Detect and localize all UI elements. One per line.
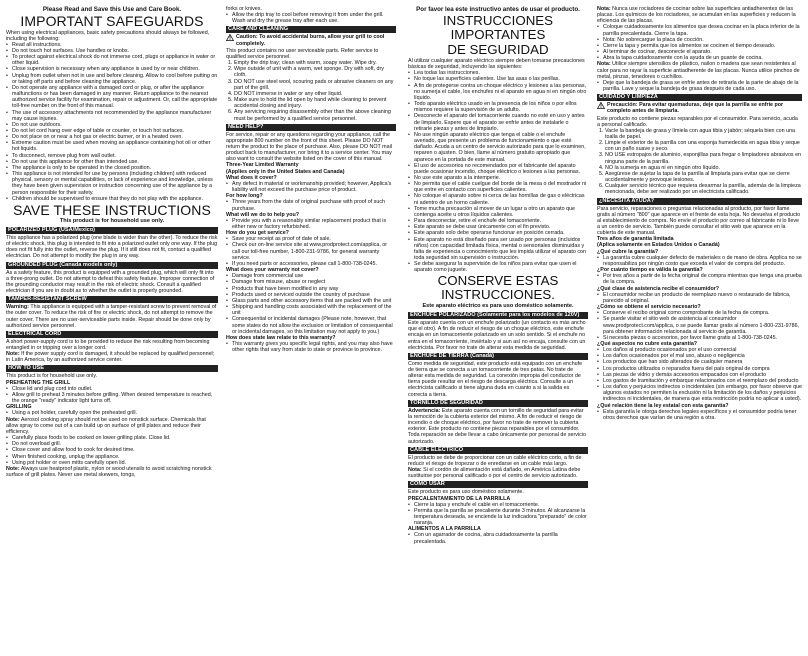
garantia-answer bbox=[597, 292, 802, 304]
section-header-enchufe-polarizado: ENCHUFE POLARIZADO (Solamente para los modelos de 120V) bbox=[408, 312, 588, 319]
section-header-tornillo: TORNILLO DE SEGURIDAD bbox=[408, 400, 588, 407]
safeguards-list bbox=[6, 42, 218, 202]
section-header-polarized-plug: POLARIZED PLUG (USA/Mexico) bbox=[6, 227, 218, 234]
continued-list bbox=[226, 12, 396, 24]
list-item: • No coloque el aparato sobre ni cerca de las hornillas de gas o eléctricas ni adentro de un horno caliente. bbox=[408, 193, 588, 205]
list-item: • Este aparato no está diseñado para ser usado por personas (incluidos niños) con capacidad limitada física, mental o sensoriales disminuidas y falta de experiencia o conocimiento que les impida utilizar el aparato con toda seguridad sin supervisión o instrucción. bbox=[408, 237, 588, 262]
household-use-note: This product is for household use only. bbox=[59, 218, 165, 225]
list-item: • Do not use this appliance for other than intended use. bbox=[6, 159, 218, 165]
cuidado-intro: Este producto no contiene piezas reparables por el consumidor. Para servicio, acuda a personal calificado. bbox=[597, 115, 798, 128]
ayuda-text: Para servicio, reparaciones o preguntas relacionadas al producto, por favor llame gratis al número "800" que aparece en el frente de esta hoja. No devuelva el producto al establecimiento de compra. No envíe el producto por correo al fabricante ni lo lleve a un centro de servicio. También puede consultar el sitio web que aparece en la cubierta de este manual. bbox=[597, 205, 801, 237]
list-item: • Extreme caution must be used when moving an appliance containing hot oil or other hot liquids. bbox=[6, 140, 218, 152]
warning-label: Warning: bbox=[6, 304, 29, 311]
list-item: • Se debe asegurar la supervisión de los niños para evitar que usen el aparato como juguete. bbox=[408, 261, 588, 273]
list-item: 4. NO la sumerja en agua ni en ningún otro líquido. bbox=[605, 165, 802, 171]
pre-title: Por favor lea este instructivo antes de usar el producto. bbox=[416, 6, 580, 13]
utensilios-note bbox=[597, 61, 802, 79]
cocinar-list bbox=[597, 24, 802, 61]
garantia-answer bbox=[597, 273, 802, 285]
garantia-subtitle: (Aplica solamente en Estados Unidos o Canadá) bbox=[597, 242, 720, 249]
list-item: • Do not let cord hang over edge of table or counter, or touch hot surfaces. bbox=[6, 128, 218, 134]
list-item: • Children should be supervised to ensure that they do not play with the appliance. bbox=[6, 196, 218, 202]
garantia-answer bbox=[597, 310, 802, 341]
pre-title: Please Read and Save this Use and Care Book. bbox=[42, 6, 182, 13]
list-item: • Para desconectar, retire el enchufe del tomacorriente. bbox=[408, 218, 588, 224]
list-item: • Consequential or incidental damages (Please note, however, that some states do not allow the exclusion or limitation of consequential or incidental damages, so this limitation may not apply to you.) bbox=[226, 316, 396, 334]
bandeja-list bbox=[597, 80, 802, 92]
list-item: • A fin de protegerse contra un choque eléctrico y lesiones a las personas, no sumerja el cable, los enchufes ni el aparato en agua ni en ningún otro líquido. bbox=[408, 83, 588, 101]
list-item: • Deje que la bandeja de grasa se enfríe antes de retirarla de la parte de abajo de la parrilla. Lave y seque la bandeja de grasa después de cada uso. bbox=[597, 80, 802, 92]
warranty-title: Three-Year Limited Warranty bbox=[226, 162, 299, 169]
cable-text: El producto se debe de proporcionar con un cable eléctrico corto, a fin de reducir el riesgo de tropezar o de enredarse en un cable más largo. bbox=[408, 454, 582, 467]
garantia-answer bbox=[597, 255, 802, 267]
list-item: • Cierre la tapa y permita que los alimentos se cocinen el tiempo deseado. bbox=[597, 43, 802, 49]
grilling-first-step bbox=[6, 410, 218, 416]
list-item: • Allow grill to preheat 3 minutes before grilling. When desired temperature is reached, the orange "ready" indicator light turns off. bbox=[6, 392, 218, 404]
precaucion-text: Precaución: Para evitar quemaduras, deje que la parrilla se enfríe por completo antes de limpiarla. bbox=[607, 102, 784, 115]
list-item: • Lea todas las instrucciones. bbox=[408, 70, 588, 76]
section-header-cuidado-limpieza: CUIDADO Y LIMPIEZA bbox=[597, 94, 802, 101]
safeguards-intro: When using electrical appliances, basic safety precautions should always be followed, including the following: bbox=[6, 29, 210, 42]
warranty-question: How does state law relate to this warranty? bbox=[226, 334, 336, 341]
conserve-title: CONSERVE ESTAS INSTRUCCIONES. bbox=[437, 273, 559, 303]
warranty-question: For how long? bbox=[226, 193, 263, 200]
list-item: • Do not use outdoors. bbox=[6, 122, 218, 128]
preheating-title: PREHEATING THE GRILL bbox=[6, 379, 71, 386]
list-item: • Three years from the date of original purchase with proof of such purchase. bbox=[226, 199, 396, 211]
garantia-question: ¿Qué aspectos no cubre esta garantía? bbox=[597, 340, 698, 347]
list-item: • Los daños y perjuicios indirectos o incidentales (sin embargo, por favor observe que algunos estados no permiten la exclusión ni la limitación de los daños y perjuicios indirectos ni incidentales, de manera que esta restricción podría no aplicar a usted). bbox=[597, 384, 802, 402]
section-header-need-help: NEED HELP? bbox=[226, 124, 396, 131]
section-header-grounded-plug: GROUNDED PLUG (Canada models only) bbox=[6, 262, 218, 269]
list-item: • Using pot holder or oven mitts carefully open lid. bbox=[6, 460, 218, 466]
list-item: • Este aparato solo debe operarse funcionar en posición cerrada. bbox=[408, 230, 588, 236]
list-item: • Products used or serviced outside the country of purchase bbox=[226, 292, 396, 298]
list-item: • Los gastos de tramitación y embarque relacionados con el reemplazo del producto bbox=[597, 378, 802, 384]
tornillo-text bbox=[408, 408, 588, 445]
list-item: • Nota: No sobrecargue la placa de cocción. bbox=[597, 37, 802, 43]
list-item: 4. DO NOT immerse in water or any other liquid. bbox=[234, 91, 396, 97]
utensilios-note-body: Utilice siempre utensilios de plástico, nailon o madera que sean resistentes al calor para no rayar la superficie antiadherente de las placas. Nunca utilice pinchos de metal, pinzas, tenedores o cuchillos. bbox=[597, 61, 800, 80]
list-item: 1. Vacíe la bandeja de grasa y límiela con agua tibia y jabón; séquela bien con una toalla de papel. bbox=[605, 128, 802, 140]
nota-label: Nota: bbox=[597, 6, 611, 12]
warranty-answer bbox=[226, 273, 396, 335]
cuidado-steps bbox=[597, 128, 802, 196]
garantia-question: ¿Qué relación tiene la ley estatal con esta garantía? bbox=[597, 402, 729, 409]
list-item: • Carefully place foods to be cooked on lower grilling plate. Close lid. bbox=[6, 435, 218, 441]
enchufe-polarizado-text: Este aparato cuenta con un enchufe polarizado (un contacto es más ancho que el otro). A fin de reducir el riesgo de un choque eléctrico, este enchufe encaja en un tomacorriente polarizado en un solo sentido. Si el enchufe no entra en el tomacorriente, inviértalo y si aun así no encaja, consulte con un electricista. Por favor no trate de alterar esta medida de seguridad. bbox=[408, 320, 586, 351]
list-item: • Los daños ocasionados por el mal uso, abuso o negligencia bbox=[597, 353, 802, 359]
list-item: • No use este aparato a la intemperie. bbox=[408, 175, 588, 181]
list-item: • Si necesita piezas o accesorios, por favor llame gratis al 1-800-738-0245. bbox=[597, 335, 802, 341]
precalentamiento-list bbox=[408, 502, 588, 527]
list-item: • Los daños al producto ocasionados por el uso comercial bbox=[597, 347, 802, 353]
list-item: • Any defect in material or workmanship provided; however, Applica's liability will not exceed the purchase price of product. bbox=[226, 181, 396, 193]
grilling-note bbox=[6, 417, 218, 435]
list-item: • Allow the drip tray to cool before removing it from under the grill. Wash and dry the grease tray after each use. bbox=[226, 12, 396, 24]
list-item: • This warranty gives you specific legal rights, and you may also have other rights that vary from state to state or province to province. bbox=[226, 341, 396, 353]
warranty-question: What will we do to help you? bbox=[226, 211, 300, 218]
garantia-answer bbox=[597, 347, 802, 402]
section-header-necesita-ayuda: ¿NECESITA AYUDA? bbox=[597, 198, 802, 205]
list-item: • Using a pot holder, carefully open the preheated grill. bbox=[6, 410, 218, 416]
list-item: • Check our on-line service site at www.prodprotect.com/applica, or call our toll-free number, 1-800-231-9786, for general warranty service. bbox=[226, 242, 396, 260]
section-header-how-to-use: HOW TO USE bbox=[6, 365, 218, 372]
important-safeguards-title: IMPORTANT SAFEGUARDS bbox=[20, 13, 204, 29]
care-steps bbox=[226, 60, 396, 122]
tornillo-body: Este aparato cuenta con un tornillo de seguridad para evitar la remoción de la cubierta exterior del mismo. A fin de reducir el riesgo de incendio o de choque eléctrico, por favor no trate de remover la cubierta exterior. Este producto no contiene piezas reparables por el consumidor. Toda reparación se debe llevar a cabo únicamente por personal de servicio autorizado. bbox=[408, 407, 586, 445]
list-item: 2. Wipe outside of unit with a warm, wet sponge. Dry with soft, dry cloth. bbox=[234, 66, 396, 78]
list-item: • Products that have been modified in any way bbox=[226, 286, 396, 292]
list-item: 5. Make sure to hold the lid open by hand while cleaning to prevent accidental closing and injury. bbox=[234, 97, 396, 109]
warranty-answer bbox=[226, 341, 396, 353]
instrucciones-title-line-1: INSTRUCCIONES IMPORTANTES bbox=[442, 13, 554, 42]
list-item: • Coloque cuidadosamente los alimentos que desea cocinar en la placa inferior de la parrilla precalentada. Cierre la tapa. bbox=[597, 24, 802, 36]
how-to-use-intro: This product is for household use only. bbox=[6, 373, 98, 380]
cable-note bbox=[408, 467, 588, 479]
list-item: • Abra la tapa cuidadosamente con la ayuda de un guante de cocina. bbox=[597, 55, 802, 61]
list-item: • Desconecte el aparato del tomacorriente cuando no esté en uso y antes de limpiarlo. Espere que el aparato se enfríe antes de instalarle o retirarle piezas y antes de limpiarlo. bbox=[408, 113, 588, 131]
list-item: • The use of accessory attachments not recommended by the appliance manufacturer may cause injuries. bbox=[6, 110, 218, 122]
warranty-answer bbox=[226, 236, 396, 267]
list-item: • If you need parts or accessories, please call 1-800-738-0245. bbox=[226, 261, 396, 267]
warranty-question: What does it cover? bbox=[226, 174, 277, 181]
warranty-answer bbox=[226, 181, 396, 193]
english-safeguards-column bbox=[6, 6, 218, 654]
list-item: • This appliance is not intended for use by persons (including children) with reduced physical, sensory or mental capabilities, or lack of experience and knowledge, unless they have been given supervision or instruction concerning use of the appliance by a person responsible for their safety. bbox=[6, 171, 218, 196]
list-item: • Permita que la parrilla se precaliente durante 3 minutos. Al alcanzarse la temperatura deseada, se enciende la luz indicadora "preparado" de color naranja. bbox=[408, 508, 588, 526]
list-item: • Los productos utilizados o reparados fuera del país original de compra bbox=[597, 366, 802, 372]
note-label: Note: bbox=[6, 351, 20, 358]
precalentamiento-title: PRECALENTAMIENTO DE LA PARRILLA bbox=[408, 495, 511, 502]
list-item: 5. Asegúrese de sujetar la tapa de la parrilla al limpiarla para evitar que se cierre accidentalmente y provoque lesiones. bbox=[605, 171, 802, 183]
polarized-plug-text: This appliance has a polarized plug (one blade is wider than the other). To reduce the risk of electric shock, this plug is intended to fit into a polarized outlet only one way. If the plug does not fit fully into the outlet, reverse the plug. If it still does not fit, contact a qualified electrician. Do not attempt to modify the plug in any way. bbox=[6, 234, 218, 260]
list-item: 1. Empty the drip tray; clean with warm, soapy water. Wipe dry. bbox=[234, 60, 396, 66]
list-item: • Conserve el recibo original como comprobante de la fecha de compra. bbox=[597, 310, 802, 316]
garantia-question: ¿Qué cubre la garantía? bbox=[597, 248, 659, 255]
list-item: • Close lid and plug cord into outlet. bbox=[6, 386, 218, 392]
list-item: 6. Any servicing requiring disassembly other than the above cleaning must be performed by a qualified service personnel. bbox=[234, 109, 396, 121]
uso-domestico-note: Este aparato eléctrico es para uso doméstico solamente. bbox=[422, 303, 574, 310]
list-item: • Read all instructions. bbox=[6, 42, 218, 48]
list-item: 3. NO USE estropajos de aluminio, esponjillas para fregar o limpiadores abrasivos en ninguna parte de la parrilla. bbox=[605, 152, 802, 164]
list-item: • Save your receipt as proof of date of sale. bbox=[226, 236, 396, 242]
list-item: • Provide you with a reasonably similar replacement product that is either new or factory refurbished. bbox=[226, 218, 396, 230]
alimentos-title: ALIMENTOS A LA PARRILLA bbox=[408, 526, 481, 533]
grilling-note-body: Aerosol cooking spray should not be used on nonstick surface. Chemicals that allow spray to come out of a can build up on surface of grill plates and reduce their efficiency. bbox=[6, 416, 206, 435]
precaucion-box bbox=[597, 102, 802, 114]
warranty-subtitle: (Applies only in the United States and Canada) bbox=[226, 168, 345, 175]
nota-label: Nota: bbox=[597, 61, 611, 68]
list-item: • Al terminar de cocinar, desconecte el aparato. bbox=[597, 49, 802, 55]
list-item: • No permita que el cable cuelgue del borde de la mesa o del mostrador ni que entre en contacto con superficies calientes. bbox=[408, 181, 588, 193]
alimentos-list bbox=[408, 532, 588, 544]
list-item: • Do not operate any appliance with a damaged cord or plug, or after the appliance malfunctions or has been damaged in any manner. Return appliance to the nearest authorized service facility for examination, repair or adjustment. Or, call the appropriate toll-free number on the front of this manual. bbox=[6, 85, 218, 110]
list-item: • When finished cooking, unplug the appliance. bbox=[6, 454, 218, 460]
grilling-list bbox=[6, 435, 218, 466]
como-usar-intro: Este producto es para uso doméstico solamente. bbox=[408, 489, 524, 496]
list-item: • El uso de accesorios no recomendados por el fabricante del aparato puede ocasionar incendio, choque eléctrico o lesiones a las personas. bbox=[408, 163, 588, 175]
section-header-enchufe-tierra: ENCHUFE DE TIERRA (Canadá) bbox=[408, 353, 588, 360]
utensil-note bbox=[6, 466, 218, 478]
list-item: • Glass parts and other accessory items that are packed with the unit bbox=[226, 298, 396, 304]
list-item: • Todo aparato eléctrico usado en la presencia de los niños o por ellos mismos requiere la supervisión de un adulto. bbox=[408, 101, 588, 113]
list-item: • Shipping and handling costs associated with the replacement of the unit bbox=[226, 304, 396, 316]
warning-triangle-icon bbox=[597, 102, 605, 109]
section-header-care-cleaning: CARE AND CLEANING bbox=[226, 26, 396, 33]
preheating-list bbox=[6, 386, 218, 404]
cord-note-body: If the power supply cord is damaged, it should be replaced by qualified personnel; in Latin America, by an authorized service center. bbox=[6, 351, 215, 364]
warranty-question: What does your warranty not cover? bbox=[226, 267, 319, 274]
english-care-warranty-column bbox=[226, 6, 396, 654]
care-intro: This product contains no user serviceable parts. Refer service to qualified service personnel. bbox=[226, 47, 379, 60]
list-item: • Damage from misuse, abuse or neglect bbox=[226, 279, 396, 285]
spanish-intro: Al utilizar cualquier aparato eléctrico siempre deben tomarse precauciones básicas de seguridad, incluyendo las siguientes: bbox=[408, 58, 585, 71]
list-item: • No use ningún aparato eléctrico que tenga el cable o el enchufe averiado, que presente un problema de funcionamiento o que esté dañado. Acuda a un centro de servicio autorizado para que lo examinen, reparen o ajusten. O bien, llame al número gratuito apropiado que aparece en la portada de este manual. bbox=[408, 132, 588, 163]
caution-box bbox=[226, 34, 396, 46]
section-header-como-usar: COMO USAR bbox=[408, 481, 588, 488]
list-item: 3. DO NOT use steel wool, scouring pads or abrasive cleaners on any part of the grill. bbox=[234, 79, 396, 91]
garantia-question: ¿Por cuánto tiempo es válida la garantía? bbox=[597, 267, 703, 274]
list-item: • Do not touch hot surfaces. Use handles or knobs. bbox=[6, 48, 218, 54]
rociadores-note-body: Nunca use rociadores de cocinar sobre las superficies antiadherentes de las placas. Los químicos de los rociadores, se acumulan en las superficies y reducen la eficiencia de las placas. bbox=[597, 6, 796, 25]
list-item: • Los productos que han sido alterados de cualquier manera bbox=[597, 359, 802, 365]
list-item: • Con un agarrador de cocina, abra cuidadosamente la parrilla precalentada. bbox=[408, 532, 588, 544]
list-item: 2. Limpie el exterior de la parrilla con una esponja humedecida en agua tibia y seque con un paño suave y seco. bbox=[605, 140, 802, 152]
enchufe-tierra-text: Como medida de seguridad, este producto está equipado con un enchufe de tierra que se conecta a un tomacorriente de tres patas. No trate de alterar esta medida de seguridad. La conexión impropia del conductor de tierra puede resultar en el riesgo de descarga eléctrica. Consulte a un electricista calificado si tiene alguna duda en cuanto a si la salida es correcta a tierra. bbox=[408, 360, 583, 398]
list-item: • To protect against electrical shock do not immerse cord, plugs or appliance in water or other liquid. bbox=[6, 54, 218, 66]
list-item: • Close supervision is necessary when any appliance is used by or near children. bbox=[6, 66, 218, 72]
utensil-note-body: Always use heatproof plastic, nylon or wood utensils to avoid scratching nonstick surface of grill plates. Never use metal skewers, tongs, bbox=[6, 465, 212, 478]
rociadores-note bbox=[597, 6, 802, 24]
warranty-question: How do you get service? bbox=[226, 230, 289, 237]
list-item: • Do not place on or near a hot gas or electric burner, or in a heated oven. bbox=[6, 134, 218, 140]
garantia-question: ¿Cómo se obtiene el servicio necesario? bbox=[597, 304, 701, 311]
list-item: • Tome mucha precaución al mover de un lugar a otro un aparato que contenga aceite u otros líquidos calientes. bbox=[408, 206, 588, 218]
advertencia-label: Advertencia: bbox=[408, 407, 441, 414]
section-header-cable: CABLE ELÉCTRICO bbox=[408, 447, 588, 454]
save-instructions-title: SAVE THESE INSTRUCTIONS bbox=[13, 201, 211, 218]
garantia-title: Tres años de garantía limitada bbox=[597, 236, 674, 243]
list-item: • Damage from commercial use bbox=[226, 273, 396, 279]
caution-text: Caution: To avoid accidental burns, allow your grill to cool completely. bbox=[236, 34, 385, 47]
list-item: • Por tres años a partir de la fecha original de compra mientras que tenga una prueba de la compra. bbox=[597, 273, 802, 285]
warranty-answer bbox=[226, 218, 396, 230]
list-item: • To disconnect, remove plug from wall outlet. bbox=[6, 153, 218, 159]
instrucciones-title-line-2: DE SEGURIDAD bbox=[447, 42, 549, 57]
need-help-text: For service, repair or any questions regarding your appliance, call the appropriate 800 number on the front of this sheet. Please DO NOT return the product to the place of purchase. Also, please DO NOT mail product back to manufacturer, nor bring it to a service center. You may also want to consult the website listed on the cover of this manual. bbox=[226, 131, 392, 163]
section-header-electrical-cord: ELECTRICAL CORD bbox=[6, 331, 218, 338]
note-label: Note: bbox=[6, 416, 20, 423]
nota-label: Nota: bbox=[408, 467, 422, 474]
list-item: • Las piezas de vidrio y demás accesorios empacados con el producto bbox=[597, 372, 802, 378]
section-header-tamper-screw: TAMPER-RESISTANT SCREW bbox=[6, 296, 218, 303]
grilling-title: GRILLING bbox=[6, 404, 32, 411]
grounded-plug-text: As a safety feature, this product is equipped with a grounded plug, which will only fit into a three-prong outlet. Do not attempt to defeat this safety feature. Improper connection of the grounding conductor may result in the risk of electric shock. Consult a qualified electrician if you are in doubt as to whether the outlet is properly grounded. bbox=[6, 269, 215, 295]
list-item: • Close cover and allow food to cook for desired time. bbox=[6, 447, 218, 453]
list-item: 6. Cualquier servicio técnico que requiera desarmar la parrilla, además de la limpieza mencionada, debe ser realizado por un electricista calificado. bbox=[605, 183, 802, 195]
list-item: • La garantía cubre cualquier defecto de materiales o de mano de obra. Applica no se responsabiliza por ningún costo que exceda el valor de compra del producto. bbox=[597, 255, 802, 267]
note-label: Note: bbox=[6, 465, 20, 472]
list-item: • Esta garantía le otorga derechos legales específicos y el consumidor podría tener otros derechos que varían de una región a otra. bbox=[597, 409, 802, 421]
electrical-cord-text: A short power-supply cord is to be provided to reduce the risk resulting from becoming entangled in or tripping over a longer cord. bbox=[6, 338, 210, 351]
tamper-screw-text bbox=[6, 304, 218, 329]
list-item: • Cierre la tapa y enchufe el cable en el tomacorriente. bbox=[408, 502, 588, 508]
list-item: • Unplug from outlet when not in use and before cleaning. Allow to cool before putting on or taking off parts and before cleaning the appliance. bbox=[6, 73, 218, 85]
list-item: • Este aparato se debe usar únicamente con el fin previsto. bbox=[408, 224, 588, 230]
list-item: • Se puede visitar el sitio web de asistencia al consumidor www.prodprotect.com/applica, o se puede llamar gratis al número 1-800-231-9786, para obtener información relacionada al servicio de garantía. bbox=[597, 316, 802, 334]
spanish-safeguards-column bbox=[408, 6, 588, 654]
spanish-safeguards-list bbox=[408, 70, 588, 273]
list-item: • The appliance is only to be operated in the closed position. bbox=[6, 165, 218, 171]
continued-text: forks or knives. bbox=[226, 6, 262, 12]
electrical-cord-note bbox=[6, 351, 218, 363]
list-item: • Do not overload grill. bbox=[6, 441, 218, 447]
list-item: • No toque las superficies calientes. Use las asas o las perillas. bbox=[408, 76, 588, 82]
tamper-screw-body: This appliance is equipped with a tamper-resistant screw to prevent removal of the outer cover. To reduce the risk of fire or electric shock, do not attempt to remove the outer cover. There are no user-serviceable parts inside. Repair should be done only by authorized service personnel. bbox=[6, 304, 217, 329]
warning-triangle-icon bbox=[226, 34, 234, 41]
garantia-answer bbox=[597, 409, 802, 421]
spanish-care-warranty-column bbox=[597, 6, 802, 654]
garantia-question: ¿Qué clase de asistencia recibe el consumidor? bbox=[597, 285, 720, 292]
list-item: • El consumidor recibe un producto de reemplazo nuevo o restaurado de fábrica, parecido al original. bbox=[597, 292, 802, 304]
warranty-answer bbox=[226, 199, 396, 211]
cable-note-body: Si el cordón de alimentación está dañado, en América Latina debe sustituirse por personal calificado o por el centro de servicio autorizado. bbox=[408, 467, 581, 480]
